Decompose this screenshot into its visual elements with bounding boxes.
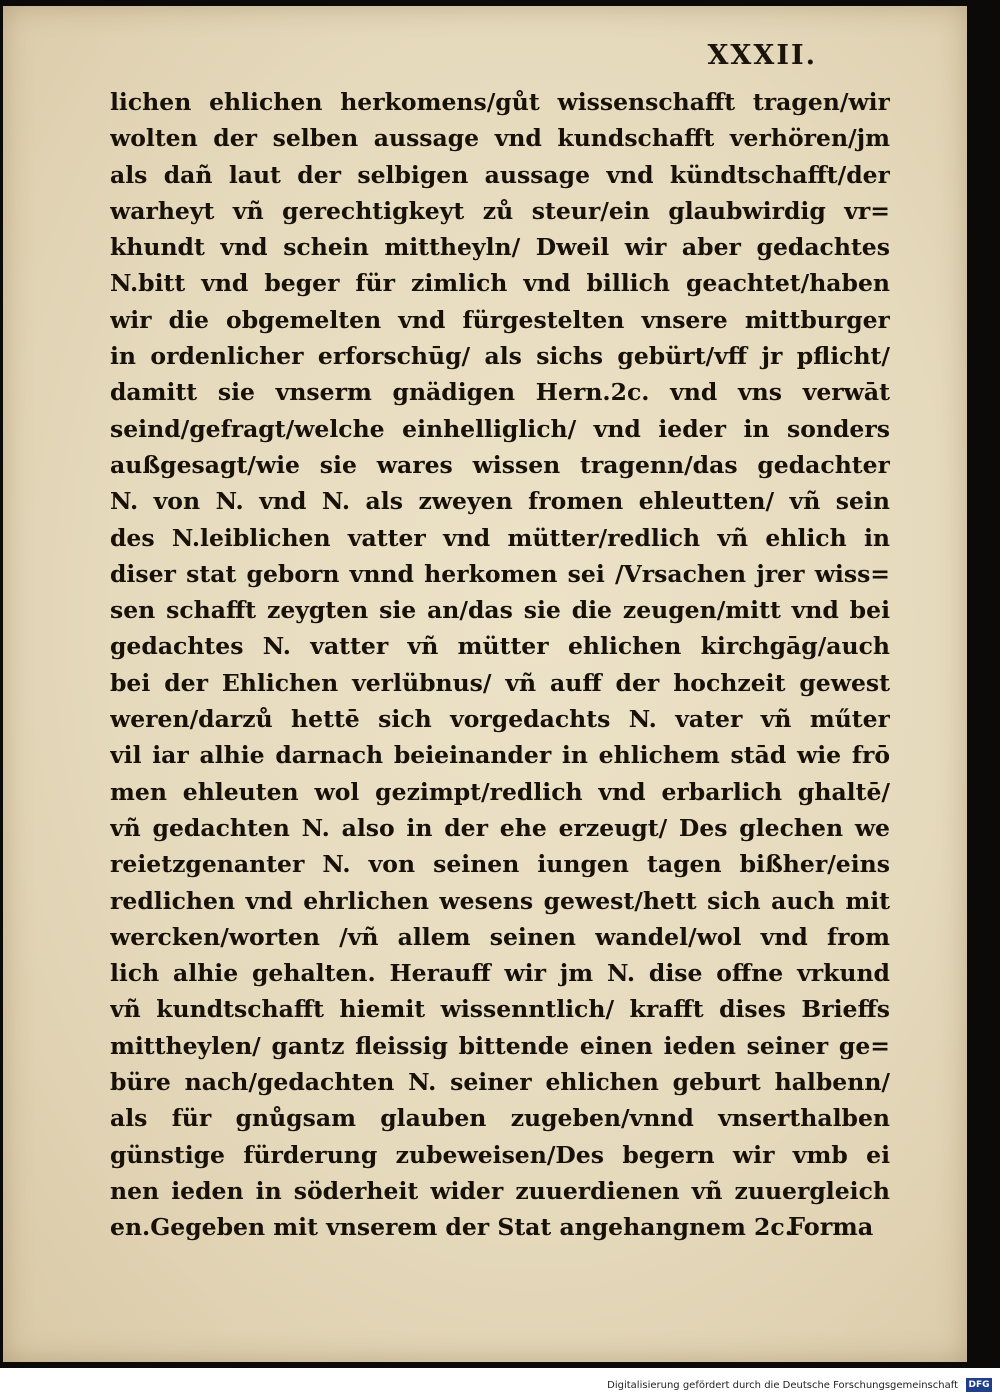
text-line: bei der Ehlichen verlübnus/ vñ auff der hochzeit gewest [110, 668, 890, 697]
text-line: redlichen vnd ehrlichen wesens gewest/hett sich auch mit [110, 886, 890, 915]
text-line: in ordenlicher erforschūg/ als sichs gebürt/vff jr pflicht/ [110, 342, 890, 371]
document-page [3, 6, 967, 1362]
text-line: günstige fürderung zubeweisen/Des begern wir vmb ei [110, 1140, 890, 1169]
text-line: gedachtes N. vatter vñ mütter ehlichen kirchgāg/auch [110, 632, 890, 661]
text-line: lichen ehlichen herkomens/gůt wissenschafft tragen/wir [110, 88, 890, 116]
footer [0, 1368, 1000, 1397]
text-line: diser stat geborn vnnd herkomen sei /Vrsachen jrer wiss= [110, 559, 890, 588]
catchword: Forma [788, 1212, 874, 1241]
text-line: vñ kundtschafft hiemit wissenntlich/ krafft dises Brieffs [110, 995, 890, 1024]
text-line: als für gnůgsam glauben zugeben/vnnd vnserthalben [110, 1104, 890, 1133]
text-line: damitt sie vnserm gnädigen Hern.2c. vnd vns verwāt [110, 378, 890, 407]
page-number: XXXII. [707, 40, 817, 71]
footer-credit: Digitalisierung gefördert durch die Deutsche Forschungsgemeinschaft [607, 1380, 958, 1391]
text-line: vñ gedachten N. also in der ehe erzeugt/ Des glechen we [110, 813, 890, 842]
text-line: wolten der selben aussage vnd kundschafft verhören/jm [110, 124, 890, 153]
text-line: reietzgenanter N. von seinen iungen tagen bißher/eins [110, 850, 890, 879]
text-line: büre nach/gedachten N. seiner ehlichen geburt halbenn/ [110, 1068, 890, 1097]
text-line: weren/darzů hettē sich vorgedachts N. vater vñ műter [110, 705, 890, 734]
text-line: wir die obgemelten vnd fürgestelten vnsere mittburger [110, 305, 890, 334]
text-line: mittheylen/ gantz fleissig bittende einen ieden seiner ge= [110, 1031, 890, 1060]
text-line: warheyt vñ gerechtigkeyt zů steur/ein glaubwirdig vr= [110, 196, 890, 225]
text-line: wercken/worten /vñ allem seinen wandel/wol vnd from [110, 922, 890, 951]
text-line: des N.leiblichen vatter vnd mütter/redlich vñ ehlich in [110, 523, 890, 552]
text-line: N. von N. vnd N. als zweyen fromen ehleutten/ vñ sein [110, 487, 890, 516]
text-line: vil iar alhie darnach beieinander in ehlichem stād wie frō [110, 741, 890, 770]
text-line: sen schafft zeygten sie an/das sie die zeugen/mitt vnd bei [110, 596, 890, 625]
text-line: khundt vnd schein mittheyln/ Dweil wir aber gedachtes [110, 233, 890, 262]
text-line: außgesagt/wie sie wares wissen tragenn/das gedachter [110, 450, 890, 479]
text-line: als dañ laut der selbigen aussage vnd kündtschafft/der [110, 160, 890, 189]
dfg-logo-icon: DFG [966, 1378, 992, 1392]
text-line: seind/gefragt/welche einhelliglich/ vnd ieder in sonders [110, 414, 890, 443]
text-line: en.Gegeben mit vnserem der Stat angehangnem 2c. [110, 1213, 793, 1242]
text-block [110, 84, 890, 1246]
text-line: men ehleuten wol gezimpt/redlich vnd erbarlich ghaltē/ [110, 777, 890, 806]
text-line: lich alhie gehalten. Herauff wir jm N. dise offne vrkund [110, 959, 890, 988]
text-line: nen ieden in söderheit wider zuuerdienen vñ zuuergleich [110, 1176, 890, 1205]
text-line: N.bitt vnd beger für zimlich vnd billich geachtet/haben [110, 269, 890, 298]
